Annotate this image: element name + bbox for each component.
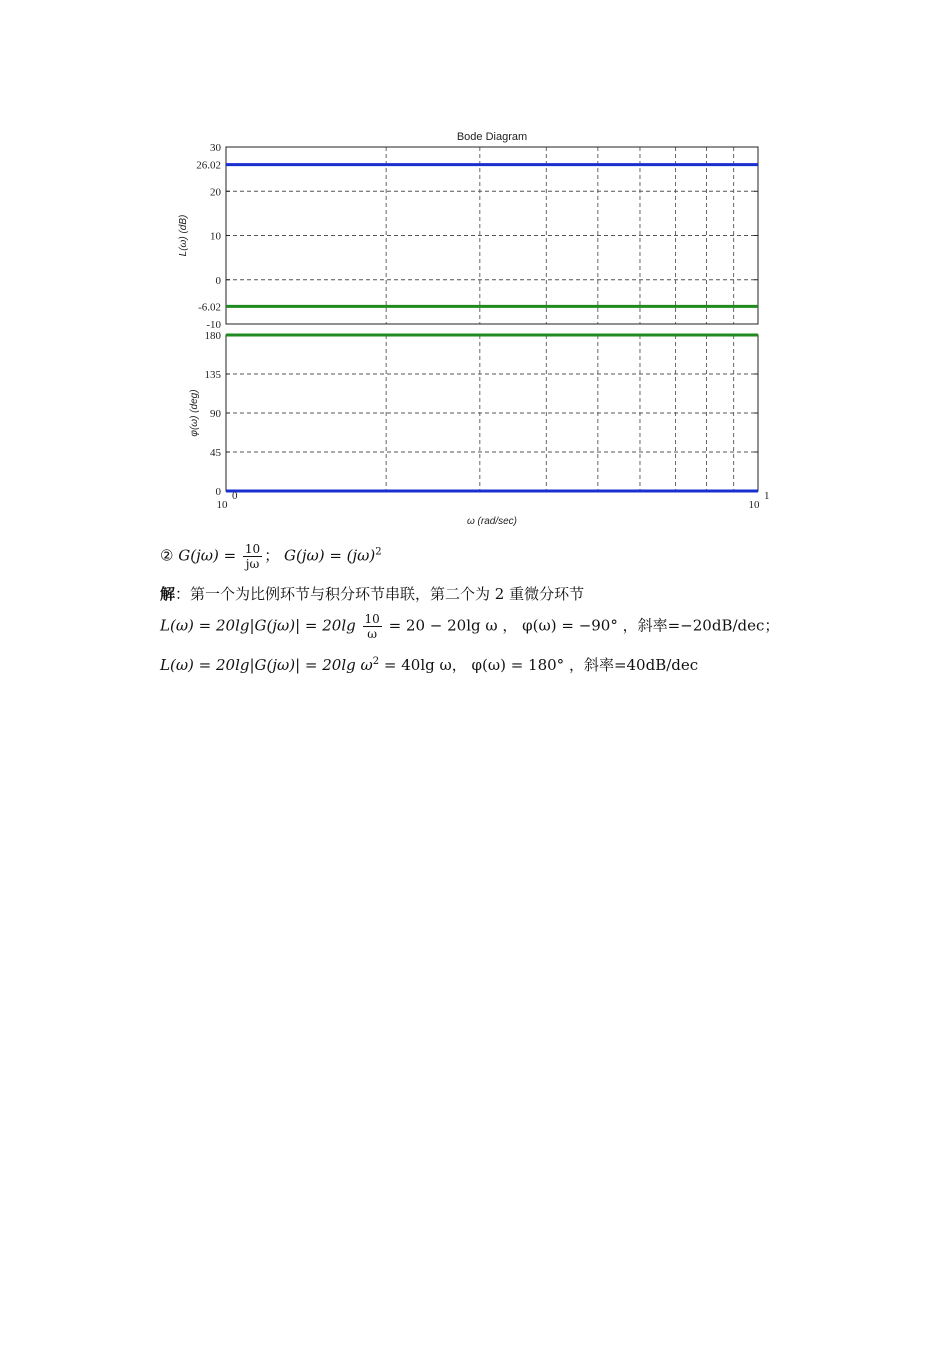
y-axis-label: φ(ω) (deg)	[189, 389, 200, 437]
x-tick-label-exponent: 0	[232, 490, 238, 502]
separator: ；	[264, 546, 280, 565]
y-tick-label: 90	[210, 408, 221, 420]
transfer-function-2: G(jω) = (jω)	[284, 546, 376, 565]
question-line	[160, 542, 382, 571]
exponent: 2	[375, 546, 382, 558]
bode-diagram	[0, 0, 950, 540]
equation-1-right: = 20 − 20lg ω ， φ(ω) = −90° ，斜率=−20dB/dec；	[383, 616, 780, 635]
transfer-function-1-fraction	[243, 542, 262, 571]
y-tick-label: 45	[210, 447, 221, 459]
fraction-denominator: jω	[245, 557, 260, 571]
y-tick-label: 0	[215, 486, 221, 498]
y-tick-label: 20	[210, 186, 221, 199]
fraction-numerator: 10	[364, 612, 380, 626]
equation-1-fraction	[363, 612, 382, 641]
y-tick-label: 10	[210, 230, 221, 243]
solution-line	[160, 584, 584, 604]
equation-line-2	[160, 652, 698, 675]
x-tick-label-base: 10	[216, 499, 228, 511]
fraction-numerator: 10	[244, 542, 261, 556]
solution-text: ：第一个为比例环节与积分环节串联，第二个为 2 重微分环节	[175, 585, 585, 603]
x-tick-label-base: 10	[748, 499, 760, 511]
equation-2-left: L(ω) = 20lg|G(jω)| = 20lg ω	[160, 656, 373, 674]
x-tick-label-exponent: 1	[764, 490, 770, 502]
exponent: 2	[372, 656, 380, 667]
y-tick-label: -10	[206, 319, 221, 331]
chart-title: Bode Diagram	[456, 131, 528, 143]
y-tick-label: -6.02	[198, 301, 221, 314]
x-axis-label: ω (rad/sec)	[466, 516, 518, 527]
y-tick-label: 0	[215, 274, 221, 287]
fraction-denominator: ω	[367, 627, 378, 641]
y-tick-label: 135	[204, 369, 221, 381]
y-tick-label: 180	[204, 330, 221, 342]
y-axis-label: L(ω) (dB)	[178, 214, 189, 257]
equation-line-1	[160, 612, 779, 641]
equation-2-right: = 40lg ω， φ(ω) = 180° ，斜率=40dB/dec	[379, 656, 699, 674]
solution-label: 解	[160, 585, 176, 603]
y-tick-label: 30	[210, 142, 221, 154]
question-mark: ②	[160, 546, 174, 565]
equation-1-left: L(ω) = 20lg|G(jω)| = 20lg	[160, 616, 356, 635]
y-tick-label: 26.02	[196, 159, 221, 172]
transfer-function-1-lhs: G(jω) =	[178, 546, 241, 565]
